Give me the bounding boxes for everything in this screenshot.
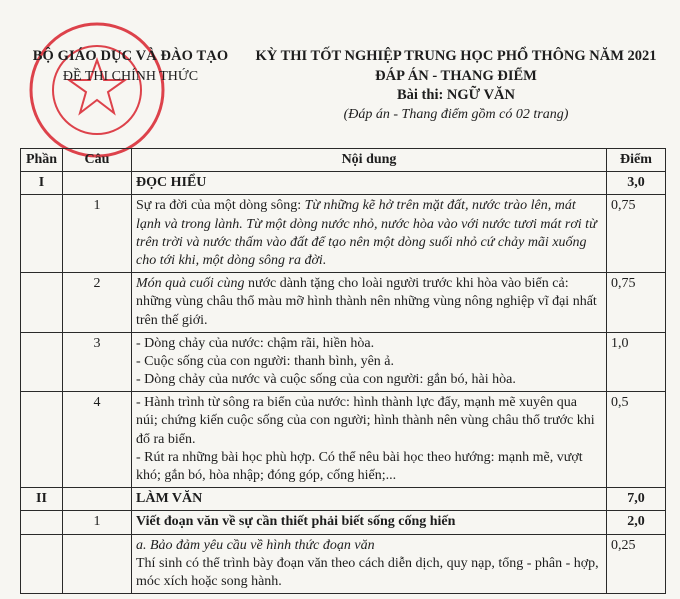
answer-line: - Cuộc sống của con người: thanh bình, yên ả. (136, 353, 394, 369)
answer-lead: Sự ra đời của một dòng sông: (136, 198, 305, 214)
section-score: 3,0 (607, 172, 666, 195)
answer-score: 0,5 (607, 392, 666, 488)
question-number: 3 (63, 332, 132, 392)
answer-line: - Dòng chảy của nước và cuộc sống của con người: gắn bó, hài hòa. (136, 372, 516, 388)
answer-score: 0,75 (607, 273, 666, 333)
question-number: 4 (63, 392, 132, 488)
answer-table (20, 148, 666, 594)
section-row-writing (21, 488, 666, 511)
question-number: 1 (63, 195, 132, 273)
section-row-reading (21, 172, 666, 195)
section-score: 7,0 (607, 488, 666, 511)
answer-content (132, 534, 607, 594)
answer-score: 0,75 (607, 195, 666, 273)
header-left (18, 48, 243, 85)
table-row (21, 273, 666, 333)
ministry-name: BỘ GIÁO DỤC VÀ ĐÀO TẠO (32, 48, 229, 64)
table-row (21, 534, 666, 594)
answer-content (132, 195, 607, 273)
answer-rest: nước dành tặng cho loài người trước khi hòa vào biển cả: những vùng châu thổ màu mỡ hình thành nên những vùng nông nghiệp vĩ đại nhất trên thế giới. (136, 276, 597, 328)
answer-quote: Món quà cuối cùng (136, 276, 245, 292)
header-content: Nội dung (132, 149, 607, 172)
page-note: (Đáp án - Thang điểm gồm có 02 trang) (343, 107, 569, 122)
header-score: Điểm (607, 149, 666, 172)
answer-content (132, 332, 607, 392)
section-part: II (21, 488, 63, 511)
official-seal (25, 18, 170, 163)
header-part: Phần (21, 149, 63, 172)
answer-paragraph: - Hành trình từ sông ra biển của nước: hình thành lực đẩy, mạnh mẽ xuyên qua núi; chứng kiến cuộc sống của con người; hình thành nên vùng châu thổ trước khi đổ ra biển. (136, 395, 595, 447)
question-number: 1 (63, 511, 132, 534)
answer-paragraph: - Rút ra những bài học phù hợp. Có thể nêu bài học theo hướng: mạnh mẽ, vượt khó; gắn bó, hòa nhập; đóng góp, cống hiến;... (136, 449, 583, 483)
question-title: Viết đoạn văn về sự cần thiết phải biết sống cống hiến (132, 511, 607, 534)
table-row (21, 511, 666, 534)
answer-score: 1,0 (607, 332, 666, 392)
table-header-row (21, 149, 666, 172)
answer-quote: Từ những kẽ hở trên mặt đất, nước trào lên, mát lạnh và trong lành. Từ một dòng nước nhỏ, nước hòa vào với nước tươi mát rơi từ trên trời và nước thấm vào đất để tạo nên một dòng suối nhỏ cứ chảy mãi xuống cho tới khi, một dòng sông ra đời. (136, 198, 597, 268)
exam-title: KỲ THI TỐT NGHIỆP TRUNG HỌC PHỔ THÔNG NĂM 2021 (255, 48, 657, 64)
criterion-body: Thí sinh có thể trình bày đoạn văn theo cách diễn dịch, quy nạp, tổng - phân - hợp, móc xích hoặc song hành. (136, 555, 599, 589)
header-right (236, 48, 676, 123)
question-number: 2 (63, 273, 132, 333)
answer-score: 0,25 (607, 534, 666, 594)
question-score: 2,0 (607, 511, 666, 534)
table-row (21, 332, 666, 392)
header-question: Câu (63, 149, 132, 172)
answer-title: ĐÁP ÁN - THANG ĐIỂM (375, 68, 537, 84)
section-title: ĐỌC HIỂU (132, 172, 607, 195)
subject-title: Bài thi: NGỮ VĂN (396, 87, 516, 103)
answer-line: - Dòng chảy của nước: chậm rãi, hiền hòa. (136, 335, 375, 351)
answer-content (132, 273, 607, 333)
section-title: LÀM VĂN (132, 488, 607, 511)
table-row (21, 392, 666, 488)
official-label: ĐỀ THI CHÍNH THỨC (62, 69, 199, 84)
answer-content (132, 392, 607, 488)
criterion-title: a. Bảo đảm yêu cầu về hình thức đoạn văn (136, 537, 375, 553)
table-row (21, 195, 666, 273)
section-part: I (21, 172, 63, 195)
